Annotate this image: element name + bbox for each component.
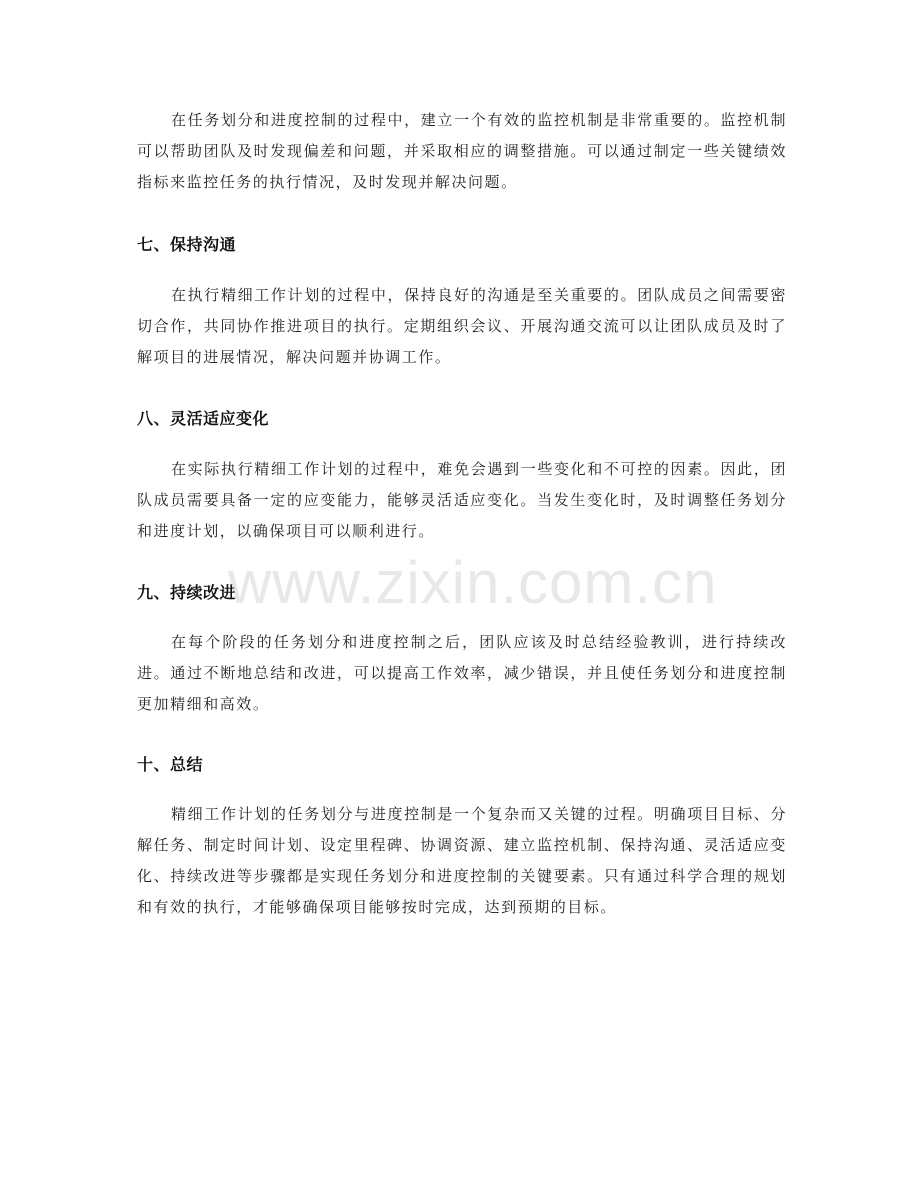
paragraph-adaptability: 在实际执行精细工作计划的过程中，难免会遇到一些变化和不可控的因素。因此，团队成员需要具备一定的应变能力，能够灵活适应变化。当发生变化时，及时调整任务划分和进度计划，以确保项目可以顺利进行。 [137,460,787,540]
watermark: www.zixin.com.cn [228,549,718,616]
section-heading-summary: 十、总结 [137,755,204,774]
paragraph-monitoring: 在任务划分和进度控制的过程中，建立一个有效的监控机制是非常重要的。监控机制可以帮助团队及时发现偏差和问题，并采取相应的调整措施。可以通过制定一些关键绩效指标来监控任务的执行情况，及时发现并解决问题。 [137,111,787,191]
section-heading-adaptability: 八、灵活适应变化 [137,409,270,428]
paragraph-summary: 精细工作计划的任务划分与进度控制是一个复杂而又关键的过程。明确项目目标、分解任务、制定时间计划、设定里程碑、协调资源、建立监控机制、保持沟通、灵活适应变化、持续改进等步骤都是实现任务划分和进度控制的关键要素。只有通过科学合理的规划和有效的执行，才能够确保项目能够按时完成，达到预期的目标。 [137,805,787,916]
paragraph-communication: 在执行精细工作计划的过程中，保持良好的沟通是至关重要的。团队成员之间需要密切合作，共同协作推进项目的执行。定期组织会议、开展沟通交流可以让团队成员及时了解项目的进展情况，解决问题并协调工作。 [137,286,787,366]
section-heading-improvement: 九、持续改进 [137,583,237,602]
paragraph-improvement: 在每个阶段的任务划分和进度控制之后，团队应该及时总结经验教训，进行持续改进。通过不断地总结和改进，可以提高工作效率，减少错误，并且使任务划分和进度控制更加精细和高效。 [137,633,787,713]
section-heading-communication: 七、保持沟通 [137,235,237,254]
